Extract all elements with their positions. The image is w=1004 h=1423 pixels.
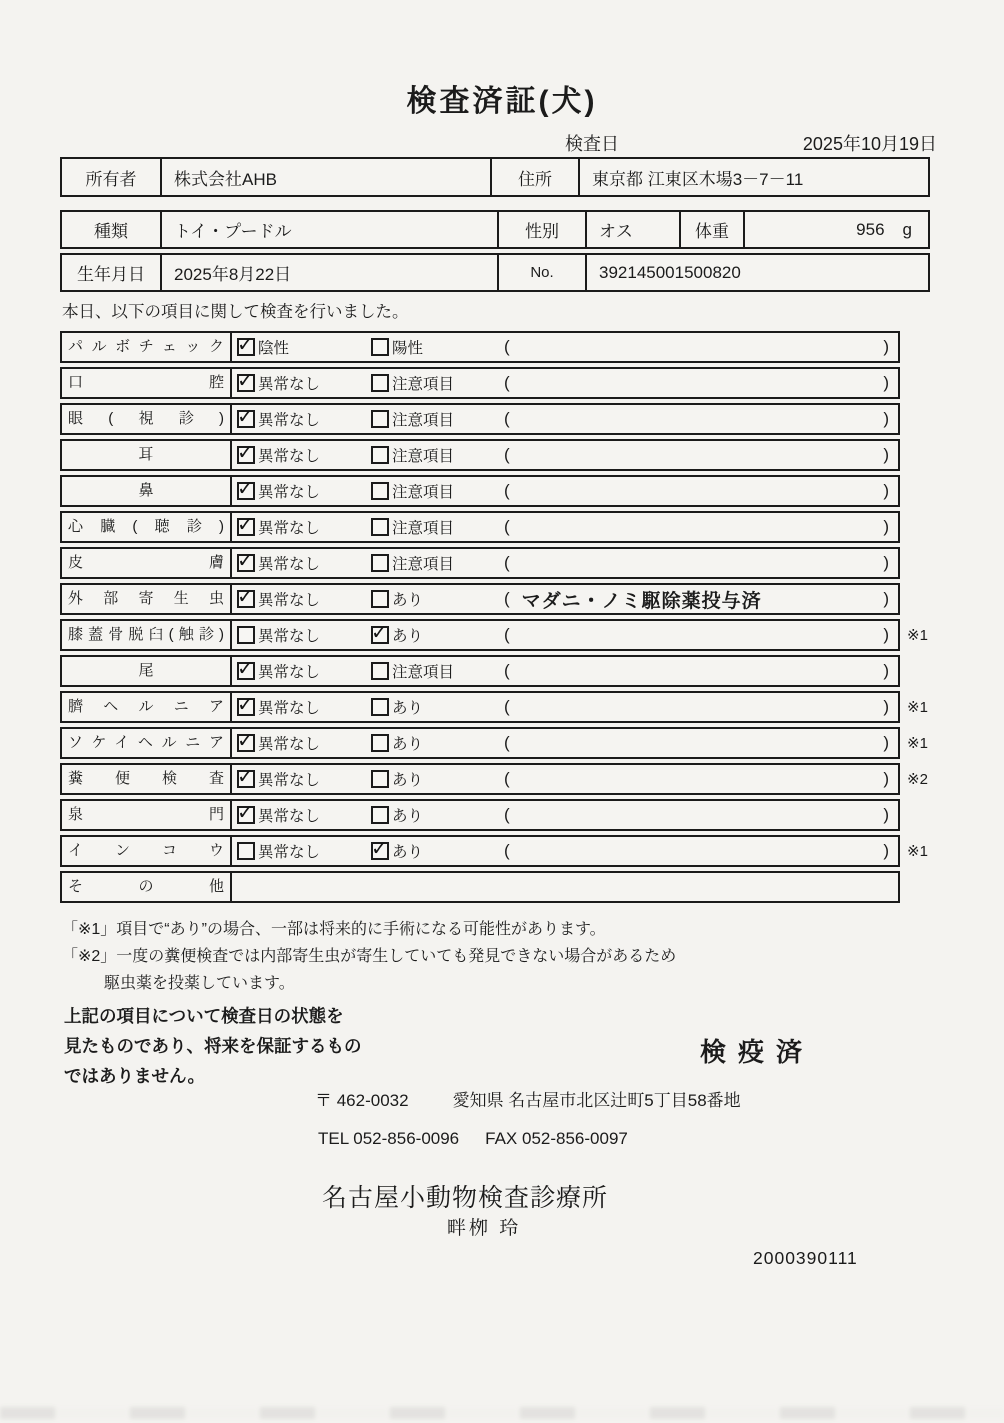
exam-remarks-field [498,585,898,613]
exam-remarks-field [498,369,898,397]
address-value: 東京都 江東区木場3－7－11 [592,169,804,189]
exam-option-1 [232,768,371,790]
exam-option-1-label: 異常なし [258,412,321,429]
exam-table-row [60,511,949,543]
exam-option-2 [371,840,498,862]
serial-number: 2000390111 [753,1248,858,1268]
paren-open: ( [504,553,510,572]
exam-option-1-label: 異常なし [258,628,321,645]
checkbox-icon [371,662,389,680]
exam-remarks-field [498,441,898,469]
birthdate-value: 2025年8月22日 [162,255,499,290]
inspection-date-label: 検査日 [565,134,619,154]
exam-option-1-label: 異常なし [258,376,321,393]
paren-close: ) [883,733,889,752]
number-label: No. [499,255,587,290]
scan-artifact [0,1407,1004,1419]
exam-option-2-label: あり [392,736,424,753]
checkbox-checked-icon [237,338,255,356]
exam-item-label: 外部寄生虫 [62,585,232,613]
weight-unit: g [902,219,912,239]
paren-close: ) [883,589,889,608]
exam-option-1 [232,696,371,718]
exam-row-box [60,727,900,759]
checkbox-checked-icon [237,590,255,608]
exam-option-2 [371,480,498,502]
exam-remarks-field [498,801,898,829]
exam-row-box [60,871,900,903]
exam-option-2 [371,696,498,718]
clinic-person-name: 畔栁 玲 [447,1218,522,1239]
exam-option-2 [371,552,498,574]
exam-remarks-field [498,693,898,721]
paren-close: ) [883,841,889,860]
exam-option-2-label: 注意項目 [392,448,455,465]
checkbox-icon [371,446,389,464]
checkbox-icon [371,482,389,500]
checkbox-checked-icon [237,374,255,392]
inspection-date-line [565,130,937,156]
checkbox-checked-icon [237,482,255,500]
exam-remarks-field [498,837,898,865]
birthdate-label: 生年月日 [62,255,162,290]
footnote-mark: ※1 [907,699,928,716]
exam-table [60,331,949,907]
exam-table-row [60,655,949,687]
exam-row-box [60,511,900,543]
exam-remarks-field [498,621,898,649]
exam-option-2-label: 注意項目 [392,484,455,501]
exam-row-box [60,799,900,831]
checkbox-icon [371,698,389,716]
paren-open: ( [504,445,510,464]
footnote-mark: ※2 [907,771,928,788]
footnotes-block [62,916,676,997]
exam-row-box [60,475,900,507]
checkbox-icon [237,842,255,860]
paren-close: ) [883,373,889,392]
exam-table-row [60,583,949,615]
exam-row-box [60,331,900,363]
checkbox-icon [371,338,389,356]
exam-option-2 [371,588,498,610]
paren-close: ) [883,661,889,680]
checkbox-icon [371,518,389,536]
exam-row-box [60,655,900,687]
exam-item-label: 皮膚 [62,549,232,577]
paren-close: ) [883,697,889,716]
page-title: 検査済証(犬) [406,85,598,118]
exam-option-2 [371,732,498,754]
exam-table-row [60,727,949,759]
checkbox-icon [371,806,389,824]
exam-option-1-label: 異常なし [258,844,321,861]
exam-item-label: 眼(視診) [62,405,232,433]
paren-open: ( [504,337,510,356]
exam-option-2-label: あり [392,844,424,861]
exam-row-box [60,619,900,651]
intro-text: 本日、以下の項目に関して検査を行いました。 [62,303,409,321]
exam-option-1 [232,660,371,682]
exam-option-2 [371,768,498,790]
exam-option-2 [371,408,498,430]
checkbox-checked-icon [237,662,255,680]
pet-breed-row [60,210,930,249]
exam-item-label: 膝蓋骨脱臼(触診) [62,621,232,649]
exam-row-box [60,763,900,795]
exam-table-row [60,331,949,363]
exam-option-2-label: あり [392,592,424,609]
exam-option-1-label: 異常なし [258,772,321,789]
exam-option-1 [232,588,371,610]
exam-option-1 [232,336,371,358]
footnote-2-continued: 駆虫薬を投薬しています。 [104,975,295,992]
paren-open: ( [504,805,510,824]
pet-birth-row [60,253,930,292]
exam-remarks-field [498,657,898,685]
checkbox-icon [371,374,389,392]
exam-table-row [60,763,949,795]
exam-option-1 [232,732,371,754]
paren-open: ( [504,589,510,608]
exam-option-2 [371,444,498,466]
exam-remarks-field [498,549,898,577]
paren-close: ) [883,805,889,824]
exam-option-2-label: あり [392,628,424,645]
quarantine-stamp: 検疫済 [700,1037,815,1067]
checkbox-checked-icon [371,626,389,644]
exam-remarks-text: マダニ・ノミ駆除薬投与済 [521,590,762,612]
clinic-fax: FAX 052-856-0097 [485,1129,628,1148]
checkbox-checked-icon [237,806,255,824]
exam-table-row [60,871,949,903]
exam-option-1-label: 陰性 [258,340,290,357]
checkbox-checked-icon [237,698,255,716]
checkbox-icon [371,554,389,572]
exam-option-2-label: 注意項目 [392,376,455,393]
paren-close: ) [883,517,889,536]
exam-table-row [60,799,949,831]
exam-option-2 [371,516,498,538]
exam-table-row [60,835,949,867]
paren-open: ( [504,697,510,716]
exam-option-2-label: あり [392,700,424,717]
exam-table-row [60,547,949,579]
exam-row-box [60,403,900,435]
paren-close: ) [883,445,889,464]
owner-value: 株式会社AHB [162,159,492,195]
exam-remarks-field [498,477,898,505]
checkbox-checked-icon [237,410,255,428]
paren-open: ( [504,733,510,752]
exam-option-2 [371,660,498,682]
exam-remarks-field [498,405,898,433]
exam-remarks-field [498,765,898,793]
footnote-mark: ※1 [907,627,928,644]
number-value: 392145001500820 [599,262,741,282]
exam-remarks-field [498,729,898,757]
exam-row-box [60,691,900,723]
exam-item-label: インコウ [62,837,232,865]
exam-option-2-label: 注意項目 [392,664,455,681]
exam-option-2-label: 注意項目 [392,412,455,429]
paren-close: ) [883,337,889,356]
weight-value-cell [745,212,928,247]
exam-table-row [60,475,949,507]
clinic-telfax-line [318,1129,628,1149]
exam-option-2-label: 陽性 [392,340,424,357]
paren-open: ( [504,769,510,788]
exam-row-box [60,547,900,579]
exam-table-row [60,367,949,399]
exam-option-1 [232,840,371,862]
exam-option-1-label: 異常なし [258,520,321,537]
paren-close: ) [883,769,889,788]
exam-row-box [60,439,900,471]
checkbox-checked-icon [237,554,255,572]
exam-item-label: 口腔 [62,369,232,397]
weight-label: 体重 [681,212,745,247]
paren-open: ( [504,625,510,644]
paren-open: ( [504,373,510,392]
owner-table-row [60,157,930,197]
checkbox-icon [237,626,255,644]
disclaimer-line-2: 見たものであり、将来を保証するもの [64,1036,362,1056]
exam-row-box [60,583,900,615]
exam-option-1 [232,372,371,394]
exam-item-label: 泉門 [62,801,232,829]
exam-option-1 [232,624,371,646]
exam-option-1 [232,804,371,826]
sex-label: 性別 [499,212,587,247]
exam-option-1-label: 異常なし [258,736,321,753]
paren-close: ) [883,553,889,572]
checkbox-icon [371,590,389,608]
clinic-address-line [315,1086,741,1111]
paren-close: ) [883,481,889,500]
breed-label: 種類 [62,212,162,247]
exam-option-1 [232,408,371,430]
exam-option-1-label: 異常なし [258,448,321,465]
clinic-address: 愛知県 名古屋市北区辻町5丁目58番地 [452,1091,741,1110]
paren-close: ) [883,409,889,428]
exam-option-2-label: あり [392,772,424,789]
clinic-postal-code: 〒 462-0032 [315,1091,409,1110]
checkbox-icon [371,410,389,428]
owner-label: 所有者 [62,159,162,195]
checkbox-checked-icon [371,842,389,860]
exam-option-1-label: 異常なし [258,700,321,717]
exam-option-2 [371,372,498,394]
paren-open: ( [504,661,510,680]
exam-option-1-label: 異常なし [258,556,321,573]
footnote-mark: ※1 [907,735,928,752]
exam-item-label: その他 [62,873,232,901]
exam-remarks-field [498,333,898,361]
exam-option-1 [232,516,371,538]
paren-open: ( [504,517,510,536]
checkbox-checked-icon [237,770,255,788]
exam-item-label: 糞便検査 [62,765,232,793]
inspection-date-value: 2025年10月19日 [802,134,937,154]
exam-item-label: 尾 [62,657,232,685]
exam-option-1-label: 異常なし [258,808,321,825]
exam-item-label: 鼻 [62,477,232,505]
exam-item-label: ソケイヘルニア [62,729,232,757]
exam-option-2-label: 注意項目 [392,556,455,573]
checkbox-icon [371,734,389,752]
footnote-2: 「※2」一度の糞便検査では内部寄生虫が寄生していても発見できない場合があるため [62,948,677,965]
exam-option-1-label: 異常なし [258,592,321,609]
exam-option-2-label: あり [392,808,424,825]
exam-remarks-field [498,513,898,541]
exam-option-1-label: 異常なし [258,484,321,501]
exam-item-label: パルボチェック [62,333,232,361]
exam-option-2 [371,804,498,826]
exam-table-row [60,691,949,723]
checkbox-checked-icon [237,518,255,536]
paren-open: ( [504,841,510,860]
disclaimer-line-3: ではありません。 [64,1066,206,1086]
exam-option-2 [371,624,498,646]
footnote-mark: ※1 [907,843,928,860]
exam-option-1-label: 異常なし [258,664,321,681]
exam-item-label: 耳 [62,441,232,469]
exam-option-2-label: 注意項目 [392,520,455,537]
checkbox-checked-icon [237,734,255,752]
exam-row-box [60,367,900,399]
exam-option-1 [232,552,371,574]
exam-table-row [60,403,949,435]
address-label: 住所 [492,159,580,195]
exam-table-row [60,439,949,471]
checkbox-icon [371,770,389,788]
disclaimer-line-1: 上記の項目について検査日の状態を [64,1006,344,1026]
exam-option-1 [232,480,371,502]
exam-option-1 [232,444,371,466]
sex-value: オス [587,212,681,247]
exam-table-row [60,619,949,651]
paren-open: ( [504,481,510,500]
clinic-name: 名古屋小動物検査診療所 [322,1184,609,1212]
paren-close: ) [883,625,889,644]
exam-row-box [60,835,900,867]
checkbox-checked-icon [237,446,255,464]
exam-item-label: 心臓(聴診) [62,513,232,541]
disclaimer-block [64,1001,362,1091]
paren-open: ( [504,409,510,428]
exam-option-2 [371,336,498,358]
footnote-1: 「※1」項目で“あり”の場合、一部は将来的に手術になる可能性があります。 [62,921,606,938]
exam-item-label: 臍ヘルニア [62,693,232,721]
weight-value: 956 [856,219,885,239]
breed-value: トイ・プードル [162,212,499,247]
clinic-tel: TEL 052-856-0096 [318,1129,460,1148]
